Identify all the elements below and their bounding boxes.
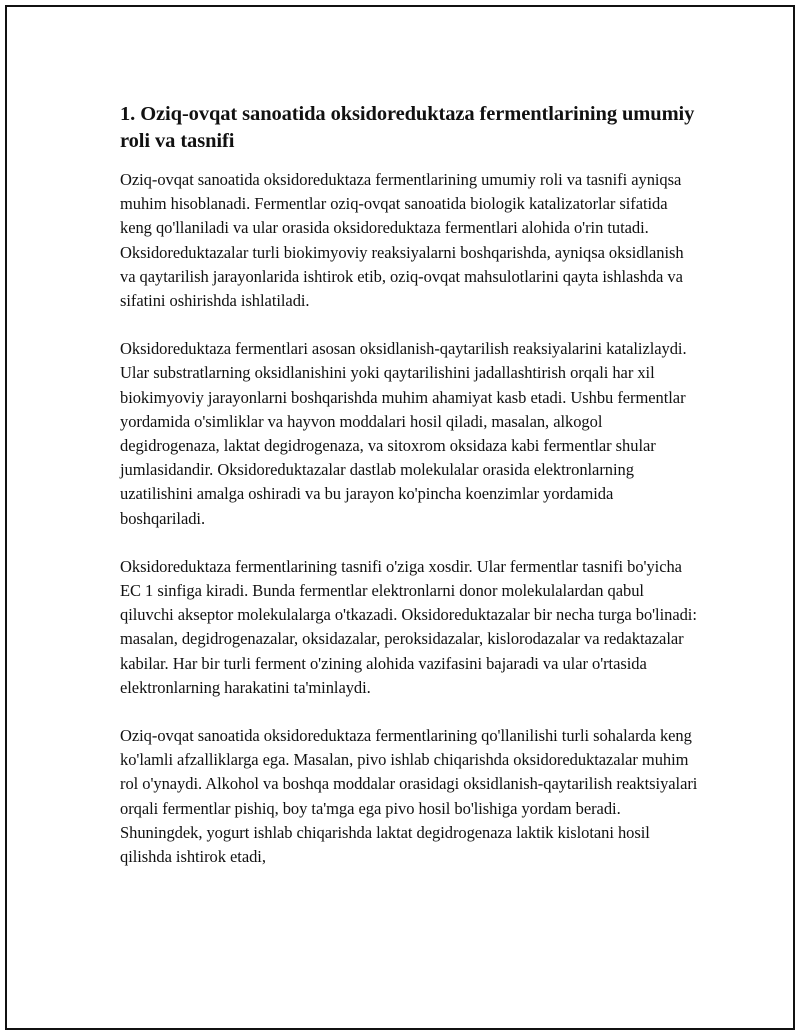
page-frame [5, 5, 795, 1030]
paragraph-2: Oksidoreduktaza fermentlari asosan oksidlanish-qaytarilish reaksiyalarini katalizlaydi. Ular substratlarning oksidlanishini yoki qaytarilishini jadallashtirish orqali har xil biokimyoviy jarayonlarni boshqarishda muhim ahamiyat kasb etadi. Ushbu fermentlar yordamida o'simliklar va hayvon moddalari hosil qiladi, masalan, alkogol degidrogenaza, laktat degidrogenaza, va sitoxrom oksidaza kabi fermentlar shular jumlasidandir. Oksidoreduktazalar dastlab molekulalar orasida elektronlarning uzatilishini amalga oshiradi va bu jarayon ko'pincha koenzimlar yordamida boshqariladi. [120, 339, 687, 528]
paragraph-1: Oziq-ovqat sanoatida oksidoreduktaza fermentlarining umumiy roli va tasnifi ayniqsa muhim hisoblanadi. Fermentlar oziq-ovqat sanoatida biologik katalizatorlar sifatida keng qo'llaniladi va ular orasida oksidoreduktaza fermentlari alohida o'rin tutadi. Oksidoreduktazalar turli biokimyoviy reaksiyalarni boshqarishda, ayniqsa oksidlanish va qaytarilish jarayonlarida ishtirok etib, oziq-ovqat mahsulotlarini qayta ishlashda va sifatini oshirishda ishlatiladi. [120, 170, 684, 311]
paragraph-4: Oziq-ovqat sanoatida oksidoreduktaza fermentlarining qo'llanilishi turli sohalarda keng ko'lamli afzalliklarga ega. Masalan, pivo ishlab chiqarishda oksidoreduktazalar muhim rol o'ynaydi. Alkohol va boshqa moddalar orasidagi oksidlanish-qaytarilish reaktsiyalari orqali fermentlar pishiq, boy ta'mga ega pivo hosil bo'lishiga yordam beradi. Shuningdek, yogurt ishlab chiqarishda laktat degidrogenaza laktik kislotani hosil qilishda ishtirok etadi, [120, 726, 698, 867]
section-heading: 1. Oziq-ovqat sanoatida oksidoreduktaza fermentlarining umumiy roli va tasnifi [120, 103, 695, 152]
document-body [120, 101, 700, 893]
paragraph-3: Oksidoreduktaza fermentlarining tasnifi o'ziga xosdir. Ular fermentlar tasnifi bo'yicha EC 1 sinfiga kiradi. Bunda fermentlar elektronlarni donor molekulalardan qabul qiluvchi akseptor molekulalarga o'tkazadi. Oksidoreduktazalar bir necha turga bo'linadi: masalan, degidrogenazalar, oksidazalar, peroksidazalar, kislorodazalar va redaktazalar kabilar. Har bir turli ferment o'zining alohida vazifasini bajaradi va ular o'rtasida elektronlarning harakatini ta'minlaydi. [120, 556, 697, 697]
